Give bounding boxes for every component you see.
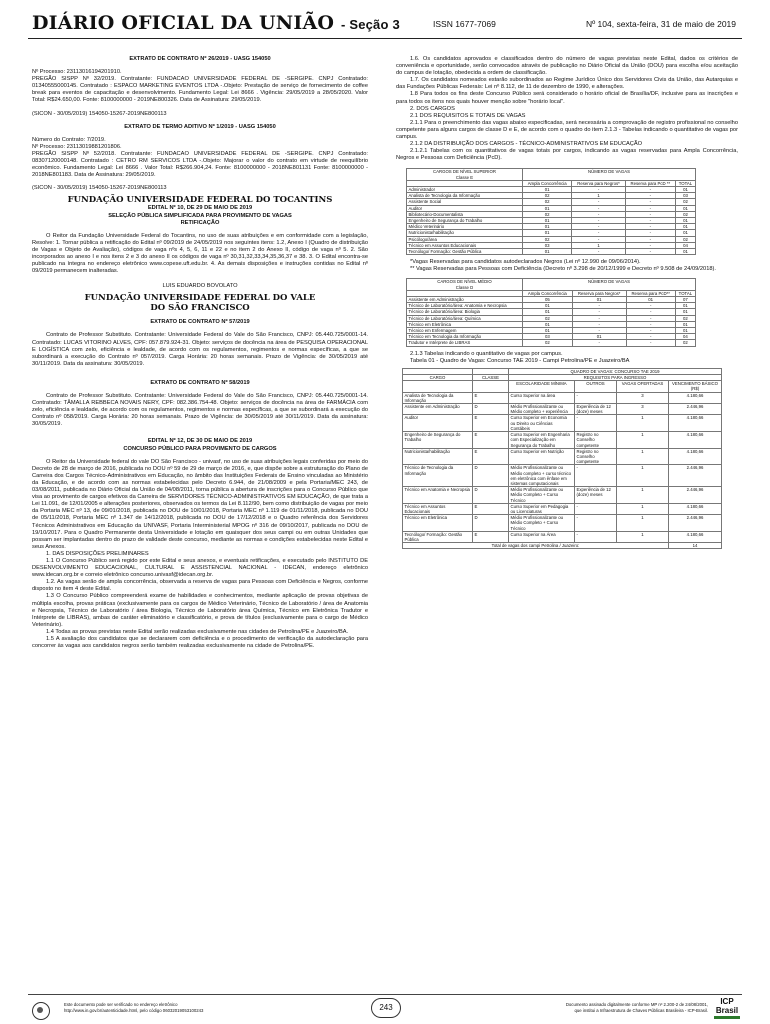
- table-cell: 02: [523, 340, 573, 346]
- table-cell: -: [625, 205, 675, 211]
- table-header: OUTROS: [575, 381, 617, 392]
- table-row: [403, 515, 722, 532]
- table-cell: Curso Superior em Pedagogia ou Licenciaturas: [509, 503, 575, 514]
- table-row: [403, 404, 722, 415]
- table-cell: 01: [523, 328, 573, 334]
- table-cell: Técnico em Eletrônica: [407, 321, 523, 327]
- table-cell: -: [572, 315, 626, 321]
- table-cell: -: [572, 249, 625, 255]
- table-cell: 01: [523, 321, 573, 327]
- paragraph: 1.5 A avaliação dos candidatos que se declararem com deficiência e o procedimento de verificação da autodeclaração para concorrer às vagas aos candidatos negros serão também realizadas exclusivamente na cidade de Petrolina/PE.: [32, 636, 368, 650]
- table-cell: Administrador: [407, 187, 523, 193]
- table-cell: Nutricionista/habilitação: [403, 448, 473, 465]
- table-header: [473, 381, 509, 392]
- paragraph: 2.1.2 DA DISTRIBUIÇÃO DOS CARGOS - TÉCNICO-ADMINISTRATIVOS EM EDUCAÇÃO: [410, 141, 643, 148]
- section-heading: 2.1 DOS REQUISITOS E TOTAIS DE VAGAS: [410, 112, 526, 119]
- table-cell: 3: [617, 404, 669, 415]
- table-cell: Experiência de 12 (doze) meses: [575, 404, 617, 415]
- gazette-name: DIÁRIO OFICIAL DA UNIÃO: [32, 12, 335, 34]
- table-cell: Auditor: [403, 415, 473, 432]
- table-cell: 4.180,66: [669, 392, 722, 403]
- table-cell: -: [572, 328, 626, 334]
- table-cell: Assistente em Administração: [407, 297, 523, 303]
- table-cell: 1: [617, 515, 669, 532]
- table-cell: -: [572, 218, 625, 224]
- table-cell: 01: [626, 297, 675, 303]
- verification-line: Este documento pode ser verificado no endereço eletrônico: [64, 1002, 178, 1007]
- table-cell: 02: [523, 199, 572, 205]
- table-header: Reserva para PcD **: [625, 180, 675, 186]
- table-cell: -: [625, 187, 675, 193]
- table-cell: 01: [572, 297, 626, 303]
- table-cell: 2.446,96: [669, 465, 722, 487]
- table-cell: Nutricionista/habilitação: [407, 230, 523, 236]
- paragraph: 1.1 O Concurso Público será regido por este Edital e seus anexos, e eventuais retificações, e executado pelo INSTITUTO DE DESENVOLVIMENTO EDUCACIONAL, CULTURAL E ASSISTENCIAL NACIONAL - IDECAN, endereço eletrônico www.idecan.org.br e correio eletrônico concurso.univasf@idecan.org.br.: [32, 557, 368, 579]
- table-cell: Técnico em Assuntos Educacionais: [403, 503, 473, 514]
- table-cell: Experiência de 12 (doze) meses: [575, 487, 617, 504]
- table-header: Reserva para Negros*: [572, 180, 625, 186]
- table-cell: -: [575, 415, 617, 432]
- table-cell: Técnico de Laboratório/área: Anatomia e Necropsia: [407, 303, 523, 309]
- table-cell: -: [572, 199, 625, 205]
- table-cell: -: [625, 199, 675, 205]
- table-cell: Curso Superior na área: [509, 392, 575, 403]
- table-header: Reserva para PcD**: [626, 290, 675, 296]
- table-cell: Tecnólogo/ Formação: Gestão Pública: [407, 249, 523, 255]
- table-row: [407, 249, 696, 255]
- paragraph: Nº Processo: 23113016194201910.: [32, 69, 122, 76]
- table-row: [403, 432, 722, 449]
- table-cell: -: [572, 236, 625, 242]
- paragraph: (SICON - 30/05/2019) 154050-15267-2019NE800113: [32, 185, 167, 192]
- heading: EDITAL Nº 10, DE 29 DE MAIO DE 2019: [147, 205, 253, 212]
- signature: LUIS EDUARDO BOVOLATO: [162, 283, 238, 290]
- table-cell: 4.180,66: [669, 531, 722, 542]
- paragraph: Número do Contrato: 7/2019.: [32, 136, 106, 143]
- table-cell: 01: [675, 224, 695, 230]
- table-cell: -: [572, 340, 626, 346]
- table-cell: 4.180,66: [669, 503, 722, 514]
- table-row: [403, 415, 722, 432]
- paragraph: PREGÃO SISPP Nº 32/2019. Contratante: FUNDACAO UNIVERSIDADE FEDERAL DE -SERGIPE. CNPJ Contratado: 01340555000145. Contratado : ESPACO MARKETING EVENTOS LTDA -.Objeto: Prestação de serviço de fornecimento de coffee break para eventos de capacitação e desenvolvimento. Fundamento Legal: Lei 8666 . Vigência: 29/05/2019 a 28/05/2020. Valor Total: R$24.650,00. Fonte: 8100000000 - 2019NE800326. Data de Assinatura: 29/05/2019.: [32, 76, 368, 104]
- table-cell: -: [625, 242, 675, 248]
- footer-rule: [28, 994, 742, 995]
- table-cell: 02: [675, 199, 695, 205]
- table-cell: 01: [523, 187, 572, 193]
- org-heading: DO SÃO FRANCISCO: [150, 303, 250, 314]
- table-cell: E: [473, 531, 509, 542]
- table-cell: -: [575, 465, 617, 487]
- header-text: CARGOS DE NÍVEL MÉDIO: [437, 279, 492, 285]
- table-header: Ampla Concorrência: [523, 290, 573, 296]
- table-cell: Técnico em Enfermagem: [407, 328, 523, 334]
- table-header: CARGO: [403, 375, 473, 381]
- table-cell: -: [572, 303, 626, 309]
- signature-note: [566, 1002, 708, 1014]
- table-header: TOTAL: [675, 180, 695, 186]
- table-cell: Técnico de Laboratório/área: Química: [407, 315, 523, 321]
- table-cell: Médio Profissionalizante ou Médio completo + experiência: [509, 404, 575, 415]
- table-cell: Tradutor e Intérprete de LIBRAS: [407, 340, 523, 346]
- table-cell: 02: [675, 211, 695, 217]
- header-text: Classe E: [455, 174, 474, 180]
- table-cell: 02: [675, 340, 695, 346]
- right-column: [396, 56, 738, 549]
- subheading: CONCURSO PÚBLICO PARA PROVIMENTO DE CARGOS: [123, 445, 277, 452]
- table-cell: E: [473, 448, 509, 465]
- table-cell: Técnico em Anatomia e Necropsia: [403, 487, 473, 504]
- table-cell: 03: [675, 193, 695, 199]
- table-cell: 03: [523, 242, 572, 248]
- paragraph: Contrato de Professor Substituto. Contratante: Universidade Federal do Vale do São Francisco, CNPJ: 05.440.725/0001-14. Contratado: TÂMALLA REBBECA NOVAIS NERY, CPF: 082.386.754-48. Objeto: serviços de docência na área de FARMÁCIA com zelo, eficiência e lealdade, de acordo com os regulamentos, regimentos e normas específicas, a que se subordinará a execução do Contrato nº 058/2019. Carga Horária: 20 horas semanais. Prazo de Vigência: de 30/05/2019 até 30/11/2019. Data da assinatura: 30/05/2019.: [32, 393, 368, 428]
- table-cell: 02: [675, 236, 695, 242]
- table-cell: -: [575, 531, 617, 542]
- table-row: [403, 503, 722, 514]
- table-header: Ampla Concorrência: [523, 180, 572, 186]
- paragraph: 2.1.3 Tabelas indicando o quantitativo de vagas por campus.: [410, 350, 563, 357]
- paragraph: 2.1.1 Para o preenchimento das vagas abaixo especificadas, será necessária a comprovação de registro profissional no conselho competente para alguns cargos de classe D e E, de acordo com o quadro do item 2.1.3 - Tabelas indicando o quantitativo de vagas por campus.: [396, 119, 738, 141]
- table-header: [407, 279, 523, 290]
- table-cell: -: [572, 211, 625, 217]
- table-cell: -: [575, 392, 617, 403]
- table-cell: Curso Superior em Engenharia com Especialização em Segurança do Trabalho: [509, 432, 575, 449]
- page-footer: [28, 994, 742, 1022]
- table-cell: D: [473, 515, 509, 532]
- table-cell: 01: [675, 309, 695, 315]
- table-cell: Técnico de Laboratório/área: Biologia: [407, 309, 523, 315]
- issn: ISSN 1677-7069: [433, 19, 496, 29]
- table-row: [403, 392, 722, 403]
- footnote: *Vagas Reservadas para candidatos autodeclarados Negros (Lei nº 12.990 de 09/06/2014).: [410, 259, 641, 266]
- table-cell: 04: [675, 242, 695, 248]
- table-cell: 04: [675, 334, 695, 340]
- table-cell: 01: [523, 205, 572, 211]
- table-cell: -: [626, 315, 675, 321]
- table-header: Reserva para Negros*: [572, 290, 626, 296]
- table-header: VAGAS OFERTADAS: [617, 381, 669, 392]
- vacancy-chart-table: [402, 368, 722, 550]
- table-cell: 01: [675, 205, 695, 211]
- table-cell: Bibliotecário-Documentalista: [407, 211, 523, 217]
- table-cell: Médio Profissionalizante ou Médio completo + curso técnico em eletrônica com ênfase em sistemas computacionais: [509, 465, 575, 487]
- table-cell: Técnico em Tecnologia da Informação: [407, 334, 523, 340]
- verification-note: [64, 1002, 203, 1014]
- table-cell: Registro no Conselho competente: [575, 448, 617, 465]
- table-cell: -: [626, 334, 675, 340]
- table-cell: 1: [617, 465, 669, 487]
- footnote: ** Vagas Reservadas para Pessoas com Deficiência (Decreto nº 3.298 de 20/12/1999 e Decreto nº 9.508 de 24/09/2018).: [410, 266, 716, 273]
- table-cell: 01: [675, 303, 695, 309]
- total-value: 14: [669, 543, 722, 549]
- table-row: [403, 487, 722, 504]
- total-label: Total de vagas dos campi Petrolina / Juazeiro:: [403, 543, 669, 549]
- table-cell: 4.180,66: [669, 432, 722, 449]
- table-cell: D: [473, 487, 509, 504]
- table-header: TOTAL: [675, 290, 695, 296]
- table-cell: 1: [617, 487, 669, 504]
- table-cell: 01: [523, 309, 573, 315]
- page-number: 243: [371, 998, 401, 1018]
- table-cell: -: [572, 309, 626, 315]
- paragraph: 1.7. Os candidatos nomeados estarão subordinados ao Regime Jurídico Único dos Servidores Civis da União, das Autarquias e das Fundações Públicas Federais: Lei nº 8.112, de 11 de dezembro de 1990, e alterações.: [396, 77, 738, 91]
- table-cell: Assistente Social: [407, 199, 523, 205]
- vacancies-table-class-e: [406, 168, 696, 255]
- table-cell: E: [473, 392, 509, 403]
- table-cell: 1: [617, 432, 669, 449]
- table-cell: Assistente em Administração: [403, 404, 473, 415]
- table-header: ESCOLARIDADE MÍNIMA: [509, 381, 575, 392]
- table-cell: Analista de Tecnologia da Informação: [407, 193, 523, 199]
- table-cell: E: [473, 503, 509, 514]
- table-cell: 02: [523, 315, 573, 321]
- heading: EXTRATO DE CONTRATO Nº 26/2019 - UASG 154050: [129, 56, 271, 62]
- section-label: - Seção 3: [340, 17, 400, 32]
- table-cell: 01: [523, 249, 572, 255]
- table-cell: 2.446,96: [669, 515, 722, 532]
- table-cell: -: [572, 205, 625, 211]
- table-header: NÚMERO DE VAGAS: [523, 279, 696, 290]
- table-cell: 01: [675, 187, 695, 193]
- table-cell: 03: [523, 334, 573, 340]
- table-cell: Auditor: [407, 205, 523, 211]
- paragraph: 1.8 Para todos os fins deste Concurso Público será considerado o horário oficial de Brasília/DF, inclusive para as inscrições e para todos os itens nos quais houver menção sobre "horário local".: [396, 91, 738, 105]
- heading: EDITAL Nº 12, DE 30 DE MAIO DE 2019: [147, 438, 253, 445]
- table-cell: 1: [572, 242, 625, 248]
- table-cell: 02: [523, 193, 572, 199]
- page-header: [28, 8, 742, 52]
- heading: EXTRATO DE CONTRATO Nº 57/2019: [150, 319, 250, 326]
- table-cell: 1: [617, 448, 669, 465]
- table-cell: E: [473, 415, 509, 432]
- table-header: [403, 381, 473, 392]
- header-rule: [28, 38, 742, 39]
- section-heading: 2. DOS CARGOS: [410, 105, 455, 112]
- table-caption: QUADRO DE VAGAS: CONCURSO TAE 2019: [509, 368, 722, 374]
- heading: EXTRATO DE CONTRATO Nº 58/2019: [150, 379, 250, 386]
- table-cell: 1: [617, 503, 669, 514]
- table-header: [407, 169, 523, 180]
- org-heading: FUNDAÇÃO UNIVERSIDADE FEDERAL DO TOCANTINS: [67, 195, 333, 206]
- heading: EXTRATO DE TERMO ADITIVO Nº 1/2019 - UASG 154050: [124, 123, 276, 130]
- table-cell: -: [625, 193, 675, 199]
- table-cell: -: [575, 503, 617, 514]
- paragraph: (SICON - 30/05/2019) 154050-15267-2019NE800113: [32, 110, 167, 117]
- section-heading: 1. DAS DISPOSIÇÕES PRELIMINARES: [46, 550, 149, 557]
- table-row: [403, 448, 722, 465]
- table-cell: D: [473, 465, 509, 487]
- table-cell: Técnico em Eletrônica: [403, 515, 473, 532]
- table-cell: -: [625, 230, 675, 236]
- table-cell: 01: [523, 218, 572, 224]
- table-cell: Técnico em Assuntos Educacionais: [407, 242, 523, 248]
- table-cell: Técnico de Tecnologia da Informação: [403, 465, 473, 487]
- table-cell: -: [572, 224, 625, 230]
- verification-link[interactable]: http://www.in.gov.br/autenticidade.html, pelo código 06032019053100243: [64, 1008, 204, 1013]
- table-cell: Tecnólogo/ Formação: Gestão Pública: [403, 531, 473, 542]
- table-cell: 1: [572, 193, 625, 199]
- national-seal-icon: [32, 1002, 50, 1020]
- table-cell: Engenheiro de Segurança do Trabalho: [403, 432, 473, 449]
- paragraph: O Reitor da Universidade federal do vale DO São Francisco - univasf, no uso de suas atribuições legais conferidas por meio do Decreto de 28 de março de 2016, publicada no DOU nº 59 de 29 de março de 2016, e, que dispõe sobre a estruturação do Plano de Carreira dos Cargos Técnico-Administrativos em Educação, no âmbito das Instituições Federais de Ensino vinculadas ao Ministério da Educação, e de acordo com as normas estabelecidas pelo Decreto 6.944, de 21/08/2009 e pela Portaria/MEC 243, de 03/08/2011, publicada no Diário Oficial da União de 04/08/2011, torna pública a abertura de inscrições para o Concurso Público que visa ao provimento de cargos efetivos da Carreira de SERVIDORES TÉCNICO-ADMINISTRATIVOS EM EDUCAÇÃO, de que trata a Lei 11.091, de 12/01/2005 e alterações posteriores, observados os termos da Lei 8.112/90, bem como distribuição de vagas por meio da Portaria MEC nº 13, de 09/01/2018, publicada no DOU de 10/01/2018, Portaria MEC nº 1.119 de 01/11/2018, publicada no DOU de 05/11/2018, Portaria MEC nº 1.347 de 14/12/2018, publicada no DOU de 17/12/2018 e o Quadro referência dos Servidores Técnicos Administrativos em Educação da UNIVASF, Portaria Interministerial MPOG nº 316 de 09/10/2017, publicada no DOU de 19/10/2017. Para o Quadro Permanente desta Universidade e lotação em quaisquer dos seus campi ou em outras Unidades que possam ser implantadas dentro do prazo de validade deste concurso, mediante as normas e condições estabelecidas neste Edital e seus Anexos.: [32, 458, 368, 550]
- table-row: [403, 465, 722, 487]
- table-cell: Médio Profissionalizante ou Médio Completo + Curso Técnico: [509, 487, 575, 504]
- icp-brasil-logo: [714, 997, 740, 1019]
- paragraph: 1.3 O Concurso Público compreenderá exame de habilidades e conhecimentos, mediante aplicação de provas objetivas de múltipla escolha, provas práticas (exclusivamente para os cargos de Médico Veterinário, Técnico de Laboratório / área de Anatomia e Necropsia, Técnico de Laboratório / área Biologia, Técnico de Laboratório área Química, Técnico em Eletrônica Tradutor e Intérprete de LIBRAS), ambas de caráter eliminatório e classificatório, e prova de títulos (exclusivamente para o cargo de Médico Veterinário).: [32, 593, 368, 628]
- org-heading: FUNDAÇÃO UNIVERSIDADE FEDERAL DO VALE: [84, 293, 316, 304]
- table-cell: 3: [617, 392, 669, 403]
- paragraph: 1.4 Todas as provas previstas neste Edital serão realizadas exclusivamente nas cidades de Petrolina/PE e Juazeiro/BA.: [46, 628, 349, 635]
- table-cell: 01: [523, 224, 572, 230]
- table-cell: 01: [523, 303, 573, 309]
- paragraph: PREGÃO SISPP Nº 52/2018. Contratante: FUNDACAO UNIVERSIDADE FEDERAL DE -SERGIPE. CNPJ Contratado: 08307120000148. Contratado : CETRO RM SERVICOS LTDA -.Objeto: Majorar o valor do contrato em virtude de reequilíbrio econômico. Fundamento Legal: Lei 8666 . Valor Total: R$266.904,24. Fonte: 8100000000 - 2018NE801131 Fonte: 8100000000 - 2018NE801183. Data de Assinatura: 29/05/2019.: [32, 150, 368, 179]
- table-cell: Registro no Conselho competente: [575, 432, 617, 449]
- table-header: REQUISITOS PARA INGRESSO: [509, 375, 722, 381]
- table-cell: -: [625, 211, 675, 217]
- table-cell: 1: [617, 415, 669, 432]
- table-row: [403, 531, 722, 542]
- table-cell: 4.180,66: [669, 415, 722, 432]
- table-cell: -: [626, 303, 675, 309]
- table-cell: -: [626, 309, 675, 315]
- header-text: Classe D: [455, 284, 474, 290]
- table-cell: 4.180,66: [669, 448, 722, 465]
- paragraph: Contrato de Professor Substituto. Contratante: Universidade Federal do Vale do São Francisco, CNPJ: 05.440.725/0001-14. Contratado: LUCAS VITORINO ALVES, CPF: 057.879.924-31. Objeto: serviços de docência na área de PESQUISA OPERACIONAL E LOGÍSTICA com zelo, eficiência e lealdade, de acordo com os regulamentos, regimentos e normas específicas, a que se subordinará a execução do Contrato nº 057/2019. Carga Horária: 20 horas semanais. Prazo de Vigência: de 30/05/2019 até 30/11/2019. Data da assinatura: 30/05/2019.: [32, 332, 368, 367]
- table-cell: 01: [675, 249, 695, 255]
- table-cell: -: [625, 249, 675, 255]
- icp-text: ICP Brasil: [715, 997, 739, 1015]
- table-cell: D: [473, 404, 509, 415]
- table-cell: 01: [675, 321, 695, 327]
- table-cell: Psicólogo/área: [407, 236, 523, 242]
- table-cell: -: [625, 218, 675, 224]
- table-cell: E: [473, 432, 509, 449]
- table-cell: 2.446,96: [669, 487, 722, 504]
- table-cell: -: [626, 340, 675, 346]
- table-row: [407, 340, 696, 346]
- table-cell: Médio Profissionalizante ou Médio Completo + Curso Técnico: [509, 515, 575, 532]
- table-cell: -: [575, 515, 617, 532]
- table-header: CLASSE: [473, 375, 509, 381]
- table-total-row: [403, 543, 722, 549]
- left-column: [32, 56, 368, 650]
- icp-bar: [714, 1016, 740, 1019]
- table-cell: -: [626, 328, 675, 334]
- table-cell: Curso Superior em Economia ou Direito ou Ciências Contábeis: [509, 415, 575, 432]
- table-cell: 2.446,96: [669, 404, 722, 415]
- table-header: NÚMERO DE VAGAS: [523, 169, 696, 180]
- table-cell: 02: [523, 236, 572, 242]
- table-cell: -: [625, 224, 675, 230]
- table-cell: 01: [523, 230, 572, 236]
- table-cell: Médico Veterinário: [407, 224, 523, 230]
- vacancies-table-class-d: [406, 278, 696, 346]
- edition-date: Nº 104, sexta-feira, 31 de maio de 2019: [585, 19, 736, 29]
- table-cell: 01: [572, 334, 626, 340]
- table-cell: 01: [675, 218, 695, 224]
- table-cell: 05: [523, 297, 573, 303]
- paragraph: 1.2. As vagas serão de ampla concorrência, observada a reserva de vagas para Pessoas com Deficiência e Negros, conforme disposto no item 4 deste Edital.: [32, 579, 368, 593]
- table-cell: Engenheiro de Segurança do Trabalho: [407, 218, 523, 224]
- table-cell: -: [572, 230, 625, 236]
- table-cell: Curso Superior em Nutrição: [509, 448, 575, 465]
- header-text: CARGOS DE NÍVEL SUPERIOR: [433, 169, 496, 175]
- table-cell: 02: [675, 315, 695, 321]
- table-cell: -: [572, 187, 625, 193]
- subheading: SELEÇÃO PÚBLICA SIMPLIFICADA PARA PROVIMENTO DE VAGAS: [108, 212, 292, 219]
- table-cell: -: [626, 321, 675, 327]
- paragraph: 1.6. Os candidatos aprovados e classificados dentro do número de vagas previstas neste Edital, dados os critérios de conveniência e oportunidade, serão convocados através de publicação no Diário Oficial da União (DOU) para escolha e/ou aceitação do campus de lotação, obedecida a ordem de classificação.: [396, 56, 738, 77]
- table-cell: 02: [523, 211, 572, 217]
- paragraph: O Reitor da Fundação Universidade Federal do Tocantins, no uso de suas atribuições e em conformidade com a legislação, Resolve: 1. Tornar pública a retificação do Edital nº 09/2019 de 24/05/2019 nos seguintes itens: 1.2, Anexo I (Quadro de distribuição de Vagas e Objeto de Avaliação), códigos de vaga nºs 4, 5, 6, 11 e 22 e no item 2 do Anexo II, código de vaga nº 5. 2. São incorporados ao anexo I e nos itens 2 e 3 do anexo II os códigos de vaga nº 30,31,32,33,34,35,36,37 e 38. 3. O Edital encontra-se publicado na íntegra no endereço eletrônico www.copese.uft.edu.br. 4. As demais disposições e instruções contidas no Edital nº 09/2019 permanecem inalteradas.: [32, 232, 368, 275]
- table-cell: -: [625, 236, 675, 242]
- table-cell: 07: [675, 297, 695, 303]
- gazette-title: [32, 12, 400, 34]
- table-title: Tabela 01 - Quadro de Vagas: Concurso TAE 2019 - Campi Petrolina/PE e Juazeiro/BA: [410, 357, 630, 364]
- signature-line: que institui a Infraestrutura de Chaves Públicas Brasileira - ICP-Brasil.: [574, 1008, 708, 1013]
- table-cell: 01: [675, 230, 695, 236]
- signature-line: Documento assinado digitalmente conforme MP nº 2.200-2 de 24/08/2001,: [565, 1002, 708, 1007]
- table-cell: 1: [617, 531, 669, 542]
- table-cell: Curso Superior na Área: [509, 531, 575, 542]
- table-cell: Analista de Tecnologia da Informação: [403, 392, 473, 403]
- table-cell: -: [572, 321, 626, 327]
- table-header: VENCIMENTO BÁSICO (R$): [669, 381, 722, 392]
- paragraph: Nº Processo: 23113019881201806.: [32, 143, 122, 150]
- paragraph: 2.1.2.1 Tabelas com os quantitativos de vagas totais por cargos, indicando as vagas reservadas para Ampla Concorrência, Negros e Pessoas com Deficiência (PcD).: [396, 148, 738, 162]
- subheading: RETIFICAÇÃO: [180, 219, 220, 226]
- table-cell: 01: [675, 328, 695, 334]
